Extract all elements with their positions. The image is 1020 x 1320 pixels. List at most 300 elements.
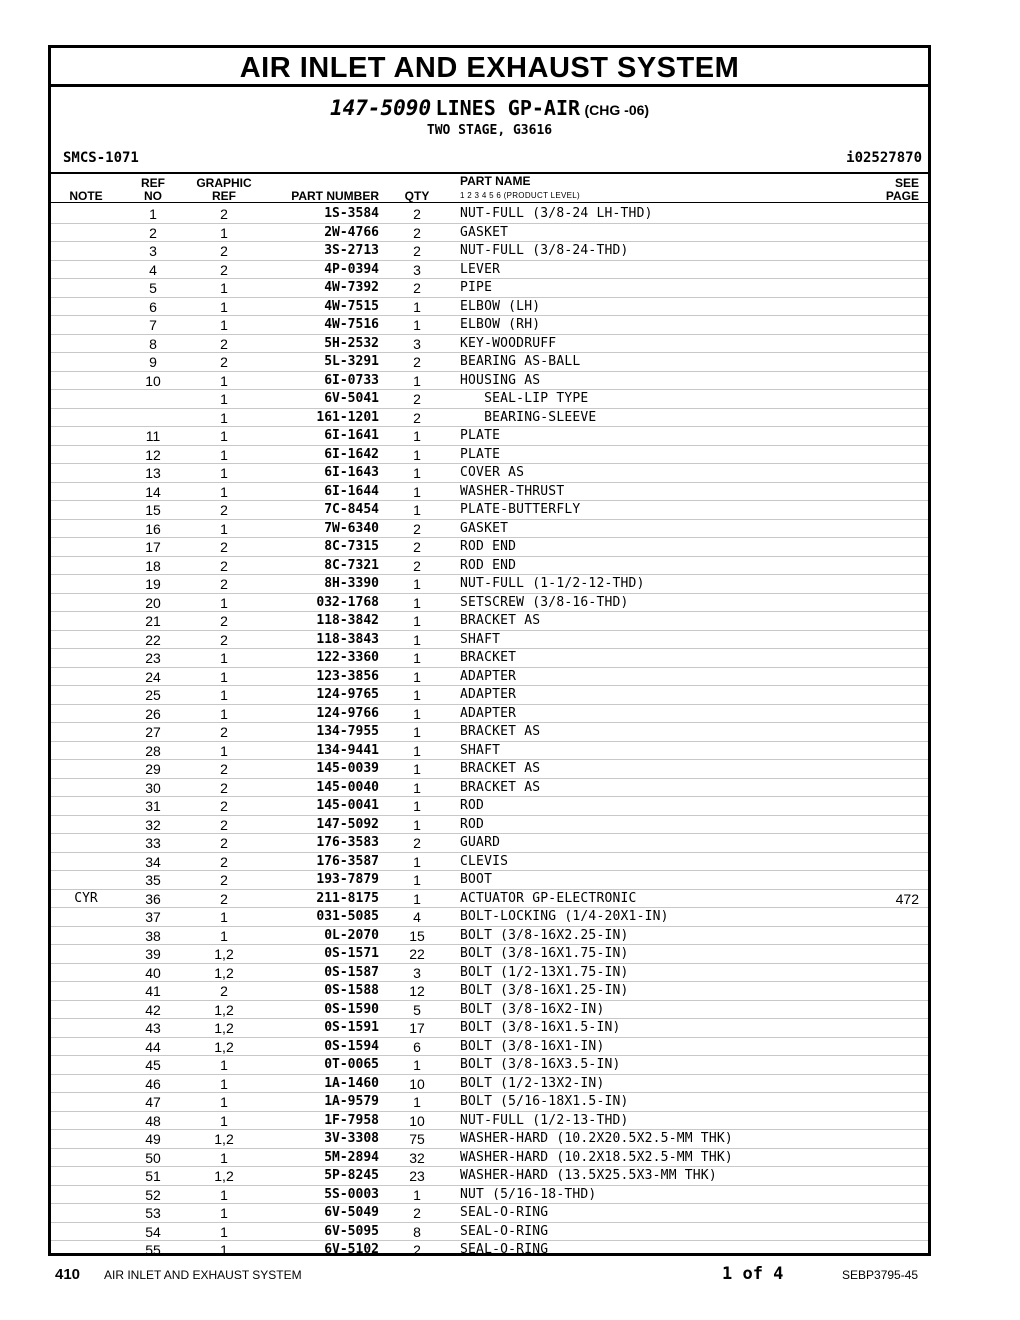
- table-row: [51, 742, 928, 761]
- part-name-cell: KEY-WOODRUFF: [460, 335, 557, 351]
- part-number-cell: 193-7879: [316, 872, 379, 887]
- ref-no-cell: 4: [149, 261, 157, 278]
- part-number-cell: 0S-1591: [324, 1020, 379, 1035]
- qty-cell: 1: [413, 594, 421, 611]
- graphic-ref-cell: 1: [220, 298, 228, 315]
- qty-cell: 2: [413, 243, 421, 259]
- part-name-cell: NUT-FULL (1/2-13-THD): [460, 1112, 629, 1128]
- smcs-code: SMCS-1071: [63, 150, 139, 166]
- part-name-cell: GASKET: [460, 224, 509, 240]
- qty-cell: 1: [413, 705, 421, 722]
- part-name-cell: BOLT (3/8-16X2-IN): [460, 1001, 605, 1017]
- graphic-ref-cell: 1: [220, 668, 228, 685]
- table-row: [51, 631, 928, 650]
- qty-cell: 1: [413, 853, 421, 870]
- ref-no-cell: 11: [145, 428, 161, 444]
- qty-cell: 2: [413, 224, 421, 241]
- ref-no-cell: 29: [145, 761, 161, 777]
- ref-no-cell: 24: [145, 668, 161, 685]
- table-row: [51, 353, 928, 372]
- part-name-cell: BEARING AS-BALL: [460, 354, 581, 369]
- graphic-ref-cell: 1: [220, 428, 228, 444]
- qty-cell: 2: [413, 539, 421, 555]
- ref-no-cell: 21: [145, 613, 161, 629]
- ref-no-cell: 42: [145, 1001, 161, 1018]
- graphic-ref-cell: 1: [220, 1112, 228, 1129]
- qty-cell: 32: [409, 1149, 425, 1166]
- ref-no-cell: 45: [145, 1057, 161, 1073]
- table-row: [51, 964, 928, 983]
- qty-cell: 2: [413, 391, 421, 407]
- graphic-ref-cell: 2: [220, 872, 228, 888]
- graphic-ref-cell: 2: [220, 613, 228, 629]
- ref-no-cell: 34: [145, 853, 161, 870]
- part-number-cell: 4W-7516: [324, 317, 379, 332]
- part-number-cell: 032-1768: [316, 594, 379, 610]
- part-name-cell: ROD: [460, 798, 485, 813]
- qty-cell: 2: [413, 280, 421, 296]
- ref-no-cell: 28: [145, 742, 161, 759]
- part-number-cell: 3V-3308: [324, 1131, 379, 1146]
- graphic-ref-cell: 2: [220, 261, 228, 278]
- qty-cell: 1: [413, 668, 421, 685]
- graphic-ref-cell: 1: [220, 1242, 228, 1258]
- footer-section: AIR INLET AND EXHAUST SYSTEM: [104, 1268, 302, 1282]
- graphic-ref-cell: 1: [220, 372, 228, 389]
- qty-cell: 1: [413, 1186, 421, 1203]
- graphic-ref-cell: 2: [220, 724, 228, 740]
- illustration-id: i02527870: [846, 150, 922, 166]
- graphic-ref-cell: 1,2: [214, 1168, 234, 1184]
- qty-cell: 1: [413, 298, 421, 315]
- part-name-cell: NUT-FULL (1-1/2-12-THD): [460, 576, 645, 591]
- part-number-cell: 134-9441: [316, 742, 379, 758]
- qty-cell: 1: [413, 798, 421, 814]
- ref-no-cell: 1: [149, 206, 157, 222]
- part-number-cell: 8C-7321: [324, 557, 379, 573]
- part-name-cell: ELBOW (RH): [460, 317, 541, 332]
- part-name-cell: ADAPTER: [460, 705, 517, 721]
- table-row: [51, 390, 928, 409]
- table-row: [51, 483, 928, 502]
- column-header-divider: [51, 202, 928, 203]
- qty-cell: 1: [413, 576, 421, 592]
- part-name-cell: ROD END: [460, 557, 517, 573]
- change-level: (CHG -06): [584, 102, 650, 118]
- group-subtitle: TWO STAGE, G3616: [426, 123, 553, 138]
- qty-cell: 1: [413, 872, 421, 888]
- graphic-ref-cell: 1: [220, 483, 228, 500]
- part-number-cell: 6I-1641: [324, 428, 379, 443]
- part-name-cell: ADAPTER: [460, 668, 517, 684]
- part-name-cell: ELBOW (LH): [460, 298, 541, 314]
- group-name: LINES GP-AIR: [435, 96, 581, 120]
- ref-no-cell: 52: [145, 1186, 161, 1203]
- part-name-cell: BEARING-SLEEVE: [460, 409, 597, 425]
- ref-no-cell: 10: [145, 372, 161, 389]
- qty-cell: 1: [413, 372, 421, 389]
- graphic-ref-cell: 2: [220, 576, 228, 592]
- qty-cell: 1: [413, 724, 421, 740]
- part-name-cell: SETSCREW (3/8-16-THD): [460, 594, 629, 610]
- qty-cell: 2: [413, 520, 421, 537]
- graphic-ref-cell: 2: [220, 835, 228, 851]
- qty-cell: 6: [413, 1038, 421, 1055]
- part-number-cell: 1S-3584: [324, 206, 379, 221]
- ref-no-cell: 50: [145, 1149, 161, 1166]
- col-part-name: PART NAME: [460, 174, 531, 188]
- part-name-cell: ROD END: [460, 539, 517, 554]
- qty-cell: 15: [409, 927, 425, 944]
- table-row: [51, 871, 928, 890]
- table-row: [51, 760, 928, 779]
- sheet-count: 1 of 4: [722, 1264, 784, 1284]
- graphic-ref-cell: 2: [220, 557, 228, 574]
- qty-cell: 3: [413, 335, 421, 352]
- table-row: [51, 372, 928, 391]
- part-name-cell: BOLT (1/2-13X2-IN): [460, 1075, 605, 1091]
- table-row: [51, 834, 928, 853]
- graphic-ref-cell: 2: [220, 335, 228, 352]
- see-page-cell: 472: [895, 890, 919, 907]
- part-number-cell: 8H-3390: [324, 576, 379, 591]
- qty-cell: 2: [413, 557, 421, 574]
- table-row: [51, 335, 928, 354]
- qty-cell: 2: [413, 1242, 421, 1258]
- part-name-cell: PLATE: [460, 446, 501, 462]
- ref-no-cell: 8: [149, 335, 157, 352]
- ref-no-cell: 48: [145, 1112, 161, 1129]
- part-name-cell: WASHER-HARD (10.2X18.5X2.5-MM THK): [460, 1149, 733, 1165]
- qty-cell: 1: [413, 742, 421, 759]
- ref-no-cell: 15: [145, 502, 161, 518]
- part-number-cell: 6V-5102: [324, 1242, 379, 1257]
- table-row: [51, 298, 928, 317]
- table-row: [51, 779, 928, 798]
- graphic-ref-cell: 1: [220, 224, 228, 241]
- graphic-ref-cell: 2: [220, 206, 228, 222]
- part-name-cell: SEAL-LIP TYPE: [460, 391, 589, 406]
- part-number-cell: 145-0040: [316, 779, 379, 795]
- part-number-cell: 4W-7515: [324, 298, 379, 314]
- qty-cell: 3: [413, 261, 421, 278]
- graphic-ref-cell: 2: [220, 539, 228, 555]
- ref-no-cell: 16: [145, 520, 161, 537]
- part-number-cell: 176-3583: [316, 835, 379, 850]
- part-number-cell: 4W-7392: [324, 280, 379, 295]
- part-number-cell: 1A-1460: [324, 1075, 379, 1091]
- ref-no-cell: 31: [145, 798, 161, 814]
- qty-cell: 2: [413, 409, 421, 426]
- qty-cell: 2: [413, 354, 421, 370]
- graphic-ref-cell: 1: [220, 280, 228, 296]
- part-name-cell: HOUSING AS: [460, 372, 541, 388]
- qty-cell: 8: [413, 1223, 421, 1240]
- table-row: [51, 464, 928, 483]
- table-row: [51, 1223, 928, 1242]
- table-row: [51, 1056, 928, 1075]
- part-name-cell: BOLT-LOCKING (1/4-20X1-IN): [460, 909, 669, 924]
- qty-cell: 1: [413, 631, 421, 648]
- table-row: [51, 557, 928, 576]
- part-number-cell: 3S-2713: [324, 243, 379, 258]
- table-row: [51, 1186, 928, 1205]
- col-part-number: PART NUMBER: [291, 189, 379, 203]
- ref-no-cell: 30: [145, 779, 161, 796]
- col-graphic-top: GRAPHIC: [196, 176, 252, 190]
- graphic-ref-cell: 1: [220, 1149, 228, 1166]
- part-name-cell: PLATE: [460, 428, 501, 443]
- graphic-ref-cell: 1,2: [214, 1001, 234, 1018]
- part-name-cell: BOLT (1/2-13X1.75-IN): [460, 964, 629, 980]
- part-number-cell: 176-3587: [316, 853, 379, 869]
- part-number-cell: 0T-0065: [324, 1057, 379, 1072]
- graphic-ref-cell: 1,2: [214, 946, 234, 962]
- qty-cell: 1: [413, 483, 421, 500]
- part-name-cell: BOLT (3/8-16X3.5-IN): [460, 1057, 621, 1072]
- graphic-ref-cell: 2: [220, 761, 228, 777]
- part-name-cell: BRACKET: [460, 650, 517, 665]
- ref-no-cell: 44: [145, 1038, 161, 1055]
- ref-no-cell: 39: [145, 946, 161, 962]
- qty-cell: 1: [413, 816, 421, 833]
- qty-cell: 1: [413, 779, 421, 796]
- qty-cell: 1: [413, 687, 421, 703]
- part-name-cell: ADAPTER: [460, 687, 517, 702]
- graphic-ref-cell: 1: [220, 1205, 228, 1221]
- ref-no-cell: 19: [145, 576, 161, 592]
- ref-no-cell: 38: [145, 927, 161, 944]
- parts-table: [51, 205, 928, 1260]
- table-row: [51, 945, 928, 964]
- graphic-ref-cell: 1: [220, 317, 228, 333]
- graphic-ref-cell: 2: [220, 798, 228, 814]
- part-number-cell: 4P-0394: [324, 261, 379, 277]
- part-number-cell: 031-5085: [316, 909, 379, 924]
- part-number-cell: 124-9765: [316, 687, 379, 702]
- table-row: [51, 1241, 928, 1260]
- table-row: [51, 1093, 928, 1112]
- graphic-ref-cell: 1,2: [214, 964, 234, 981]
- qty-cell: 1: [413, 465, 421, 481]
- table-row: [51, 927, 928, 946]
- part-name-cell: PLATE-BUTTERFLY: [460, 502, 581, 517]
- part-name-cell: NUT (5/16-18-THD): [460, 1186, 597, 1202]
- table-row: [51, 1112, 928, 1131]
- qty-cell: 1: [413, 1094, 421, 1110]
- qty-cell: 17: [409, 1020, 425, 1036]
- qty-cell: 10: [409, 1112, 425, 1129]
- qty-cell: 1: [413, 428, 421, 444]
- col-graphic-bottom: REF: [212, 189, 236, 203]
- ref-no-cell: 13: [145, 465, 161, 481]
- ref-no-cell: 49: [145, 1131, 161, 1147]
- part-name-cell: BRACKET AS: [460, 761, 541, 776]
- table-row: [51, 668, 928, 687]
- graphic-ref-cell: 2: [220, 853, 228, 870]
- graphic-ref-cell: 2: [220, 502, 228, 518]
- qty-cell: 1: [413, 890, 421, 907]
- ref-no-cell: 5: [149, 280, 157, 296]
- part-number-cell: 118-3842: [316, 613, 379, 628]
- part-number-cell: 5L-3291: [324, 354, 379, 369]
- part-number-cell: 0S-1571: [324, 946, 379, 961]
- part-name-cell: SEAL-O-RING: [460, 1205, 549, 1220]
- qty-cell: 3: [413, 964, 421, 981]
- table-row: [51, 261, 928, 280]
- graphic-ref-cell: 2: [220, 890, 228, 907]
- ref-no-cell: 9: [149, 354, 157, 370]
- part-number-cell: 0S-1587: [324, 964, 379, 980]
- table-row: [51, 1038, 928, 1057]
- qty-cell: 1: [413, 446, 421, 463]
- qty-cell: 1: [413, 613, 421, 629]
- part-number-cell: 8C-7315: [324, 539, 379, 554]
- part-number-cell: 123-3856: [316, 668, 379, 684]
- part-number-cell: 124-9766: [316, 705, 379, 721]
- part-number-cell: 6V-5049: [324, 1205, 379, 1220]
- part-name-cell: SEAL-O-RING: [460, 1223, 549, 1239]
- graphic-ref-cell: 1: [220, 650, 228, 666]
- ref-no-cell: 2: [149, 224, 157, 241]
- ref-no-cell: 18: [145, 557, 161, 574]
- ref-no-cell: 36: [145, 890, 161, 907]
- qty-cell: 4: [413, 909, 421, 925]
- ref-no-cell: 32: [145, 816, 161, 833]
- part-name-cell: SEAL-O-RING: [460, 1242, 549, 1257]
- qty-cell: 10: [409, 1075, 425, 1092]
- table-row: [51, 612, 928, 631]
- table-row: [51, 649, 928, 668]
- ref-no-cell: 53: [145, 1205, 161, 1221]
- graphic-ref-cell: 1: [220, 465, 228, 481]
- graphic-ref-cell: 2: [220, 779, 228, 796]
- graphic-ref-cell: 1: [220, 742, 228, 759]
- ref-no-cell: 12: [145, 446, 161, 463]
- graphic-ref-cell: 1: [220, 927, 228, 944]
- part-number-cell: 0L-2070: [324, 927, 379, 943]
- part-number-cell: 122-3360: [316, 650, 379, 665]
- part-number-cell: 6I-1643: [324, 465, 379, 480]
- ref-no-cell: 35: [145, 872, 161, 888]
- ref-no-cell: 17: [145, 539, 161, 555]
- part-number-cell: 5H-2532: [324, 335, 379, 351]
- table-row: [51, 594, 928, 613]
- part-name-cell: GASKET: [460, 520, 509, 536]
- part-name-cell: BOLT (3/8-16X1.75-IN): [460, 946, 629, 961]
- part-number-cell: 134-7955: [316, 724, 379, 739]
- qty-cell: 75: [409, 1131, 425, 1147]
- part-number-cell: 2W-4766: [324, 224, 379, 240]
- part-name-cell: ROD: [460, 816, 485, 832]
- graphic-ref-cell: 1,2: [214, 1038, 234, 1055]
- qty-cell: 1: [413, 650, 421, 666]
- part-number-cell: 211-8175: [316, 890, 379, 906]
- part-number-cell: 6V-5041: [324, 391, 379, 406]
- graphic-ref-cell: 1: [220, 594, 228, 611]
- part-number-cell: 1A-9579: [324, 1094, 379, 1109]
- part-name-cell: ACTUATOR GP-ELECTRONIC: [460, 890, 637, 906]
- table-row: [51, 242, 928, 261]
- ref-no-cell: 33: [145, 835, 161, 851]
- table-row: [51, 1075, 928, 1094]
- part-name-cell: BOLT (5/16-18X1.5-IN): [460, 1094, 629, 1109]
- table-row: [51, 723, 928, 742]
- graphic-ref-cell: 1: [220, 520, 228, 537]
- graphic-ref-cell: 2: [220, 354, 228, 370]
- table-row: [51, 446, 928, 465]
- part-name-cell: SHAFT: [460, 742, 501, 758]
- part-number-cell: 5S-0003: [324, 1186, 379, 1202]
- ref-no-cell: 54: [145, 1223, 161, 1240]
- part-number-cell: 145-0041: [316, 798, 379, 813]
- part-name-cell: BRACKET AS: [460, 724, 541, 739]
- qty-cell: 1: [413, 502, 421, 518]
- ref-no-cell: 14: [145, 483, 161, 500]
- table-row: [51, 1001, 928, 1020]
- section-title: AIR INLET AND EXHAUST SYSTEM: [239, 52, 740, 84]
- table-row: [51, 205, 928, 224]
- table-row: [51, 1204, 928, 1223]
- ref-no-cell: 47: [145, 1094, 161, 1110]
- table-row: [51, 409, 928, 428]
- part-name-cell: WASHER-HARD (10.2X20.5X2.5-MM THK): [460, 1131, 733, 1146]
- part-name-cell: BOOT: [460, 872, 493, 887]
- graphic-ref-cell: 1,2: [214, 1131, 234, 1147]
- part-name-cell: PIPE: [460, 280, 493, 295]
- table-row: [51, 224, 928, 243]
- table-row: [51, 890, 928, 909]
- ref-no-cell: 7: [149, 317, 157, 333]
- graphic-ref-cell: 1: [220, 1094, 228, 1110]
- graphic-ref-cell: 1: [220, 409, 228, 426]
- table-row: [51, 427, 928, 446]
- graphic-ref-cell: 2: [220, 631, 228, 648]
- table-row: [51, 705, 928, 724]
- part-number-cell: 0S-1588: [324, 983, 379, 998]
- table-row: [51, 1019, 928, 1038]
- part-number-cell: 5M-2894: [324, 1149, 379, 1165]
- part-name-cell: NUT-FULL (3/8-24 LH-THD): [460, 206, 653, 221]
- qty-cell: 1: [413, 761, 421, 777]
- parts-list-frame: [48, 45, 931, 1256]
- table-row: [51, 908, 928, 927]
- table-row: [51, 1130, 928, 1149]
- ref-no-cell: 51: [145, 1168, 161, 1184]
- ref-no-cell: 26: [145, 705, 161, 722]
- part-number-cell: 147-5092: [316, 816, 379, 832]
- qty-cell: 12: [409, 983, 425, 999]
- table-row: [51, 316, 928, 335]
- part-name-cell: WASHER-HARD (13.5X25.5X3-MM THK): [460, 1168, 717, 1183]
- col-product-level: 1 2 3 4 5 6 (PRODUCT LEVEL): [460, 191, 580, 200]
- graphic-ref-cell: 1: [220, 687, 228, 703]
- note-cell: CYR: [74, 890, 98, 906]
- document-number: SEBP3795-45: [842, 1268, 919, 1282]
- part-name-cell: SHAFT: [460, 631, 501, 647]
- group-heading: [51, 95, 928, 124]
- part-number-cell: 0S-1594: [324, 1038, 379, 1054]
- part-name-cell: GUARD: [460, 835, 501, 850]
- part-number-cell: 161-1201: [316, 409, 379, 425]
- ref-no-cell: 55: [145, 1242, 161, 1258]
- part-number-cell: 1F-7958: [324, 1112, 379, 1128]
- graphic-ref-cell: 1: [220, 1186, 228, 1203]
- ref-no-cell: 20: [145, 594, 161, 611]
- part-name-cell: BRACKET AS: [460, 613, 541, 628]
- ref-no-cell: 27: [145, 724, 161, 740]
- graphic-ref-cell: 1: [220, 909, 228, 925]
